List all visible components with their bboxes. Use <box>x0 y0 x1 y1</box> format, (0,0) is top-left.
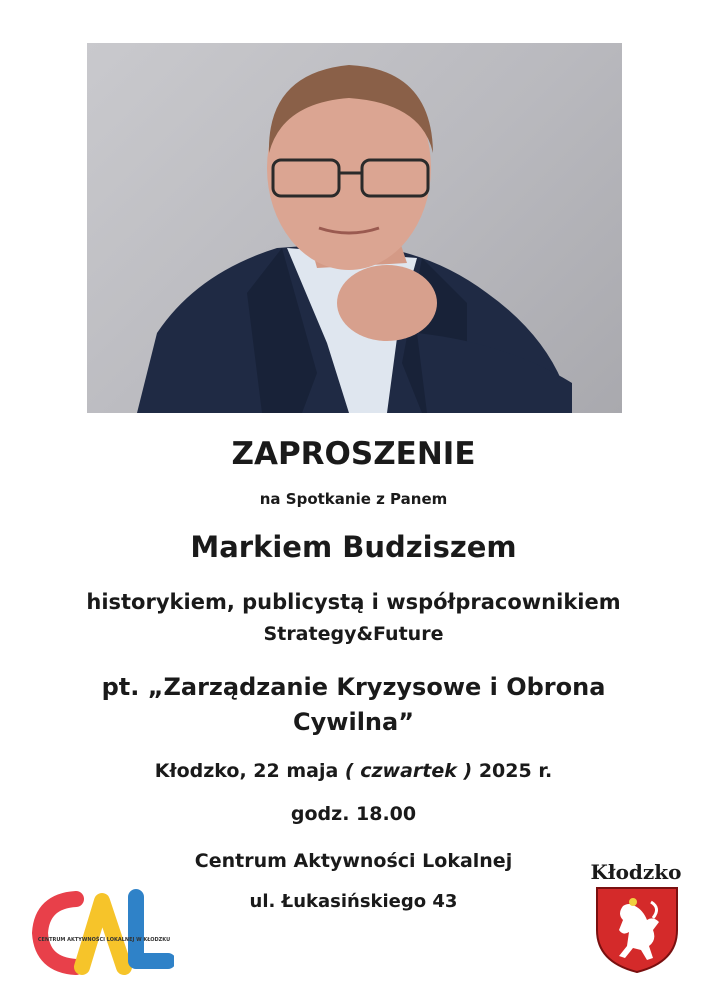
event-date <box>0 760 707 782</box>
event-hour: godz. 18.00 <box>290 803 417 825</box>
event-date-prefix: Kłodzko, 22 maja <box>154 760 345 782</box>
crest-label: Kłodzko <box>590 860 682 884</box>
speaker-portrait-illustration <box>87 43 622 413</box>
event-street: ul. Łukasińskiego 43 <box>249 891 458 912</box>
cal-logo <box>32 885 174 980</box>
event-weekday: ( czwartek ) <box>344 760 473 782</box>
invitation-title: ZAPROSZENIE <box>231 436 476 472</box>
speaker-name: Markiem Budziszem <box>190 530 517 564</box>
talk-topic-line1: pt. „Zarządzanie Kryzysowe i Obrona <box>101 673 606 701</box>
speaker-role-line2: Strategy&Future <box>263 623 444 645</box>
talk-topic-line2: Cywilna” <box>293 708 414 736</box>
speaker-role-line1: historykiem, publicystą i współpracownikiem <box>86 590 621 614</box>
speaker-photo <box>87 43 622 413</box>
event-date-suffix: 2025 r. <box>472 760 553 782</box>
klodzko-coat-of-arms <box>593 886 681 974</box>
event-venue: Centrum Aktywności Lokalnej <box>194 850 513 872</box>
invitation-subtitle: na Spotkanie z Panem <box>259 490 448 508</box>
cal-logo-small-text: CENTRUM AKTYWNOŚCI LOKALNEJ W KŁODZKU <box>37 937 171 943</box>
